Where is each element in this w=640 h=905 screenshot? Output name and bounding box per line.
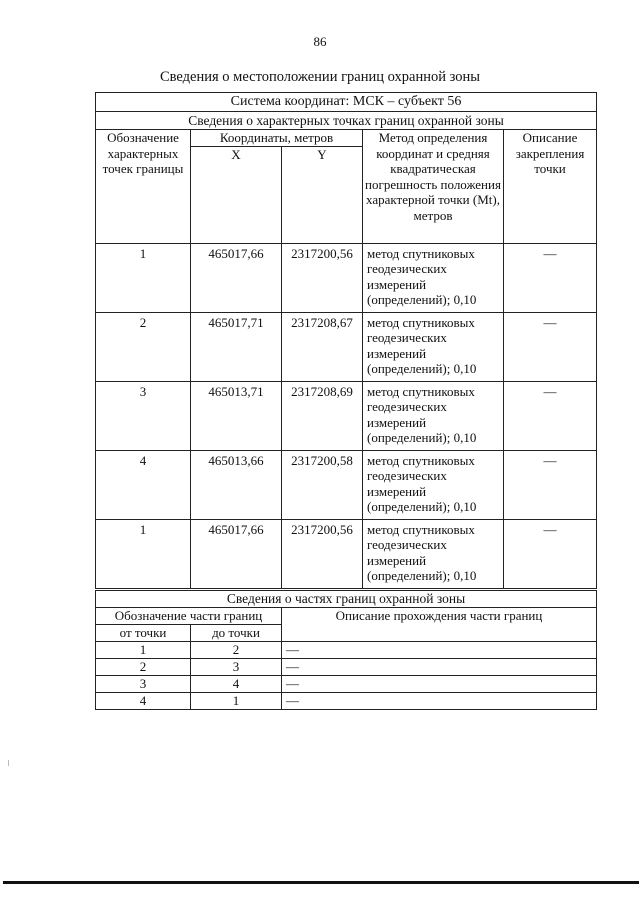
point-x: 465017,66 (191, 243, 282, 312)
header-part-designation: Обозначение части границ (96, 608, 282, 625)
table-row (96, 312, 597, 381)
point-id: 4 (96, 450, 191, 519)
part-description: — (282, 642, 597, 659)
table-row (96, 450, 597, 519)
table-row (96, 676, 597, 693)
point-id: 3 (96, 381, 191, 450)
scan-margin-mark (8, 760, 9, 766)
point-description: — (504, 381, 597, 450)
point-y: 2317200,56 (282, 519, 363, 588)
boundary-points-table (95, 92, 597, 589)
table-row (96, 642, 597, 659)
part-to: 3 (191, 659, 282, 676)
document-title: Сведения о местоположении границ охранной зоны (159, 69, 480, 85)
table-row (96, 659, 597, 676)
point-method: метод спутниковых геодезических измерений (определений); 0,10 (363, 381, 504, 450)
point-method: метод спутниковых геодезических измерений (определений); 0,10 (363, 312, 504, 381)
part-to: 2 (191, 642, 282, 659)
part-to: 4 (191, 676, 282, 693)
point-description: — (504, 450, 597, 519)
part-description: — (282, 693, 597, 710)
part-from: 3 (96, 676, 191, 693)
part-from: 2 (96, 659, 191, 676)
part-from: 1 (96, 642, 191, 659)
point-x: 465013,71 (191, 381, 282, 450)
header-part-description: Описание прохождения части границ (282, 608, 597, 642)
table-row (96, 693, 597, 710)
point-method: метод спутниковых геодезических измерений (определений); 0,10 (363, 243, 504, 312)
header-x: X (191, 146, 282, 243)
point-description: — (504, 312, 597, 381)
point-y: 2317200,56 (282, 243, 363, 312)
boundary-parts-table (95, 590, 597, 710)
point-description: — (504, 519, 597, 588)
page-bottom-border (3, 881, 639, 884)
point-method: метод спутниковых геодезических измерений (определений); 0,10 (363, 519, 504, 588)
point-id: 1 (96, 243, 191, 312)
point-method: метод спутниковых геодезических измерений (определений); 0,10 (363, 450, 504, 519)
point-x: 465017,66 (191, 519, 282, 588)
parts-section-title: Сведения о частях границ охранной зоны (96, 591, 597, 608)
point-y: 2317208,67 (282, 312, 363, 381)
coordinate-system-header: Система координат: МСК – субъект 56 (96, 93, 597, 112)
header-y: Y (282, 146, 363, 243)
point-x: 465017,71 (191, 312, 282, 381)
table-row (96, 381, 597, 450)
table-row (96, 519, 597, 588)
header-designation: Обозначение характерных точек границы (96, 130, 191, 244)
point-description: — (504, 243, 597, 312)
header-method: Метод определения координат и средняя квадратическая погрешность положения характерной точки (Mt), метров (363, 130, 504, 244)
part-description: — (282, 676, 597, 693)
page-number: 86 (313, 34, 327, 49)
table-row (96, 243, 597, 312)
point-y: 2317208,69 (282, 381, 363, 450)
part-description: — (282, 659, 597, 676)
header-coordinates: Координаты, метров (191, 130, 363, 147)
header-description: Описание закрепления точки (504, 130, 597, 244)
point-x: 465013,66 (191, 450, 282, 519)
part-from: 4 (96, 693, 191, 710)
part-to: 1 (191, 693, 282, 710)
header-from-point: от точки (96, 625, 191, 642)
header-to-point: до точки (191, 625, 282, 642)
points-section-title: Сведения о характерных точках границ охранной зоны (96, 112, 597, 130)
point-y: 2317200,58 (282, 450, 363, 519)
point-id: 1 (96, 519, 191, 588)
point-id: 2 (96, 312, 191, 381)
